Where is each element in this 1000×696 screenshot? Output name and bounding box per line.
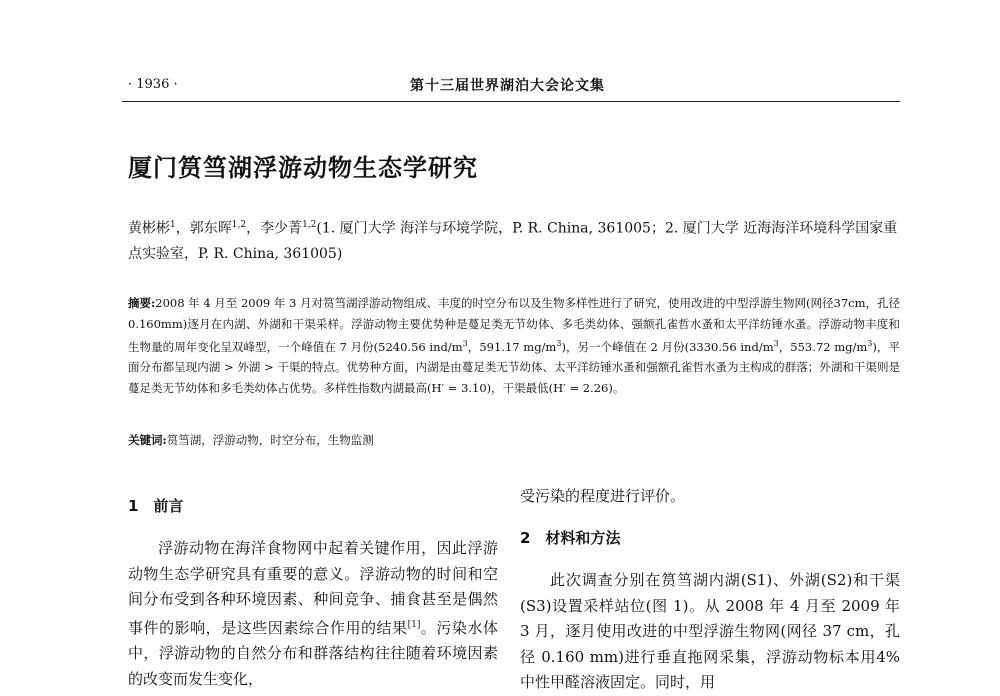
author-2: 郭东晖 xyxy=(189,220,232,237)
paragraph-text: 。污染水体中，浮游动物的自然分布和群落结构往往随着环境因素的改变而发生变化， xyxy=(128,618,498,688)
header-rule xyxy=(122,101,900,102)
author-line xyxy=(128,213,898,267)
abstract-text: )，另一个峰值在 2 月份(3330.56 ind/m xyxy=(561,339,774,354)
author-sep: ， xyxy=(175,220,190,237)
keywords-text: 筼筜湖，浮游动物，时空分布，生物监测 xyxy=(166,433,374,447)
page-number: · 1936 · xyxy=(128,77,178,92)
continued-text: 受污染的程度进行评价。 xyxy=(520,487,686,505)
abstract-label: 摘要: xyxy=(128,296,156,310)
abstract-text: ，553.72 mg/m xyxy=(778,339,868,354)
abstract xyxy=(128,293,900,398)
author-3: 李少菁 xyxy=(260,220,303,237)
section-1-paragraph xyxy=(128,536,498,692)
affiliation: (1. 厦门大学 海洋与环境学院，P. R. China, 361005；2. 厦门大学 近海海洋环境科学国家重点实验室，P. R. China, 361005) xyxy=(128,220,898,262)
paper-title: 厦门筼筜湖浮游动物生态学研究 xyxy=(128,153,478,182)
superscript: 3 xyxy=(556,339,562,348)
abstract-text: )，平面分布都呈现内湖 > 外湖 > 干渠的特点。优势种方面，内湖是由蔓足类无节幼体、太平洋纺锤水蚤和强额孔雀哲水蚤为主构成的群落；外湖和干渠则是蔓足类无节幼体和多毛类幼体占优势。多样性指数内湖最高(H′ = 3.10)，干渠最低(H′ = 2.26)。 xyxy=(128,339,900,395)
section-2-heading: 2 材料和方法 xyxy=(520,529,621,547)
abstract-text: 2008 年 4 月至 2009 年 3 月对筼筜湖浮游动物组成、丰度的时空分布以及生物多样性进行了研究，使用改进的中型浮游生物网(网径37cm，孔径0.160mm)逐月在内湖、外湖和干渠采样。浮游动物主要优势种是蔓足类无节幼体、多毛类幼体、强额孔雀哲水蚤和太平洋纺锤水蚤。浮游动物丰度和生物量的周年变化呈双峰型，一个峰值在 7 月份(5240.56 ind/m xyxy=(128,296,900,354)
author-1: 黄彬彬 xyxy=(128,220,170,237)
author-2-sup: 1,2 xyxy=(231,220,247,230)
paragraph-text: 浮游动物在海洋食物网中起着关键作用，因此浮游动物生态学研究具有重要的意义。浮游动物的时间和空间分布受到各种环境因素、种间竞争、捕食甚至是偶然事件的影响，是这些因素综合作用的结果 xyxy=(128,539,498,637)
section-1-heading: 1 前言 xyxy=(128,497,184,515)
keywords-label: 关键词: xyxy=(128,433,167,447)
superscript: 3 xyxy=(773,339,779,348)
author-sep: ， xyxy=(246,220,261,237)
abstract-text: ，591.17 mg/m xyxy=(467,339,557,354)
running-title: 第十三届世界湖泊大会论文集 xyxy=(410,78,605,94)
citation-ref: [1] xyxy=(407,619,421,630)
section-2-paragraph: 此次调查分别在筼筜湖内湖(S1)、外湖(S2)和干渠(S3)设置采样站位(图 1)。从 2008 年 4 月至 2009 年 3 月，逐月使用改进的中型浮游生物网(网径 37 cm，孔径 0.160 mm)进行垂直拖网采集，浮游动物标本用4%中性甲醛溶液固定。同时，用 xyxy=(520,571,900,691)
superscript: 3 xyxy=(867,339,873,348)
superscript: 3 xyxy=(462,339,468,348)
author-3-sup: 1,2 xyxy=(302,220,317,230)
keywords xyxy=(128,432,900,448)
author-1-sup: 1 xyxy=(170,220,176,230)
